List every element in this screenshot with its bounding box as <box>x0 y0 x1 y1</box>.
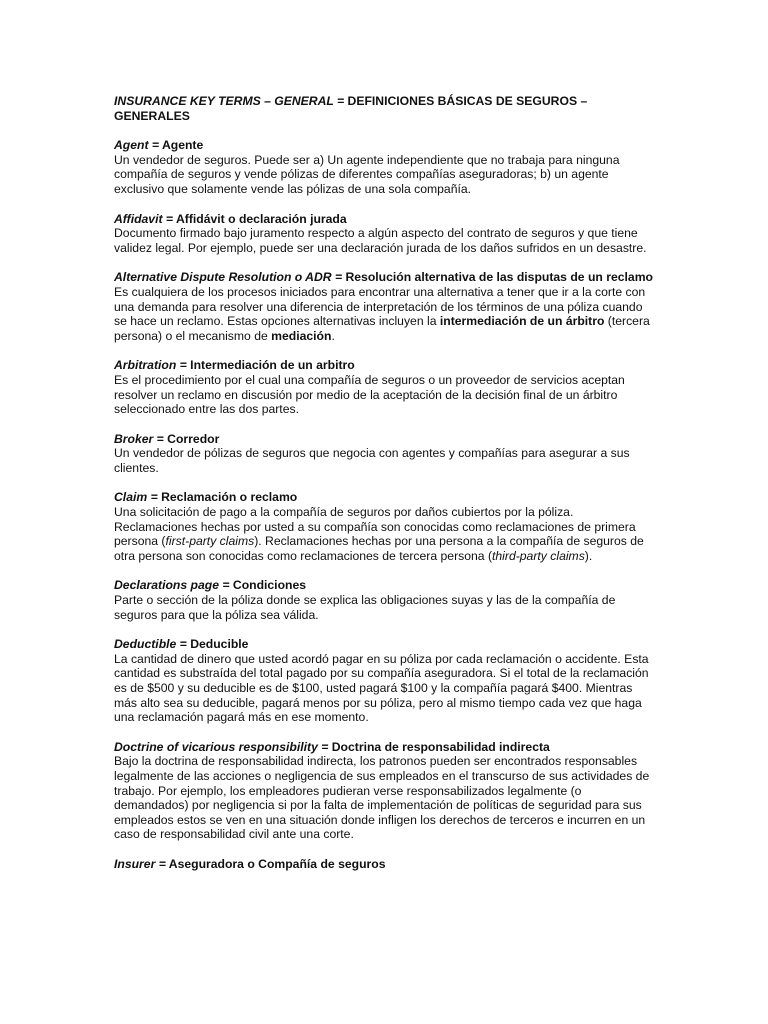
term-spanish: Deducible <box>186 637 249 652</box>
glossary-entry-claim <box>114 490 654 563</box>
title-spanish: DEFINICIONES BÁSICAS DE SEGUROS – GENERALES <box>114 94 588 123</box>
term-heading <box>114 490 654 505</box>
term-english: Alternative Dispute Resolution o ADR = <box>114 270 343 285</box>
glossary-entry-broker <box>114 432 654 476</box>
term-heading <box>114 857 654 872</box>
term-spanish: Intermediación de un arbitro <box>186 358 355 373</box>
term-english: Insurer = <box>114 856 166 871</box>
definition-text: Es cualquiera de los procesos iniciados para encontrar una alternativa a tener que ir a la corte con una demanda para resolver una diferencia de interpretación de los términos de una póliza cuando se hace un reclamo. Estas opciones alternativas incluyen la <box>114 284 646 329</box>
definition-italic-text: third-party claims <box>492 548 585 563</box>
term-heading <box>114 138 654 153</box>
glossary-entry-deductible <box>114 637 654 725</box>
definition-text: ). Reclamaciones hechas por una persona a la compañía de seguros de otra persona son conocidas como reclamaciones de tercera persona ( <box>114 534 644 563</box>
glossary-entry-declarations-page <box>114 578 654 622</box>
term-english: Doctrine of vicarious responsibility = <box>114 739 329 754</box>
term-definition <box>114 285 654 343</box>
term-definition: Parte o sección de la póliza donde se explica las obligaciones suyas y las de la compañía de seguros para que la póliza sea válida. <box>114 593 616 622</box>
document-page <box>114 94 654 887</box>
definition-italic-text: first-party claims <box>165 534 255 549</box>
term-english: Affidavit = <box>114 211 174 226</box>
definition-text: Una solicitación de pago a la compañía de seguros por daños cubiertos por la póliza. Reclamaciones hechas por usted a su compañía son conocidas como reclamaciones de primera persona ( <box>114 505 636 549</box>
term-english: Arbitration = <box>114 358 187 373</box>
term-heading <box>114 270 654 285</box>
term-english: Broker = <box>114 431 164 446</box>
term-english: Agent = <box>114 138 160 153</box>
term-definition: Documento firmado bajo juramento respecto a algún aspecto del contrato de seguros y que tiene validez legal. Por ejemplo, puede ser una declaración jurada de los daños sufridos en un desastre. <box>114 226 647 255</box>
term-spanish: Reclamación o reclamo <box>157 490 298 505</box>
term-spanish: Aseguradora o Compañía de seguros <box>165 856 386 871</box>
term-spanish: Condiciones <box>229 578 307 593</box>
term-heading <box>114 212 654 227</box>
definition-text: ). <box>584 548 593 563</box>
term-heading <box>114 578 654 593</box>
term-spanish: Resolución alternativa de las disputas de un reclamo <box>342 270 653 285</box>
term-spanish: Agente <box>159 138 204 153</box>
term-english: Claim = <box>114 490 158 505</box>
glossary-entry-affidavit <box>114 212 654 256</box>
term-definition: Un vendedor de pólizas de seguros que negocia con agentes y compañías para asegurar a sus clientes. <box>114 446 630 475</box>
term-heading <box>114 432 654 447</box>
title-english: INSURANCE KEY TERMS – GENERAL = <box>114 94 345 108</box>
term-heading <box>114 358 654 373</box>
glossary-entry-adr <box>114 270 654 343</box>
term-english: Deductible = <box>114 637 187 652</box>
glossary-entry-agent <box>114 138 654 196</box>
term-spanish: Affidávit o declaración jurada <box>173 211 347 226</box>
definition-text: (tercera persona) o el mecanismo de <box>114 314 650 343</box>
document-title <box>114 94 654 123</box>
term-definition: Un vendedor de seguros. Puede ser a) Un agente independiente que no trabaja para ninguna compañía de seguros y vende pólizas de diferentes compañías aseguradoras; b) un agente exclusivo que solamente vende las pólizas de una sola compañía. <box>114 152 620 196</box>
term-definition: La cantidad de dinero que usted acordó pagar en su póliza por cada reclamación o accidente. Esta cantidad es substraída del total pagado por su compañía aseguradora. Si el total de la reclamación es de $500 y su deducible es de $100, usted pagará $100 y la compañía pagará $400. Mientras más alto sea su deducible, pagará menos por su póliza, pero al mismo tiempo cada vez que haga una reclamación pagará más en ese momento. <box>114 651 649 725</box>
term-spanish: Corredor <box>163 431 220 446</box>
term-heading <box>114 740 654 755</box>
term-definition: Es el procedimiento por el cual una compañía de seguros o un proveedor de servicios aceptan resolver un reclamo en discusión por medio de la aceptación de la decisión final de un árbitro seleccionado entre las dos partes. <box>114 372 625 417</box>
term-spanish: Doctrina de responsabilidad indirecta <box>328 739 550 754</box>
definition-bold-text: intermediación de un árbitro <box>439 314 605 329</box>
glossary-entry-vicarious-responsibility <box>114 740 654 842</box>
definition-text: . <box>331 328 335 343</box>
term-heading <box>114 637 654 652</box>
term-definition: Bajo la doctrina de responsabilidad indirecta, los patronos pueden ser encontrados responsables legalmente de las acciones o negligencia de sus empleados en el transcurso de sus actividades de trabajo. Por ejemplo, los empleadores pudieran verse responsabilizados legalmente (o demandados) por negligencia si por la falta de implementación de políticas de seguridad para sus empleados estos se ven en una situación donde infligen los derechos de terceros e incurren en un caso de responsabilidad civil ante una corte. <box>114 754 650 842</box>
term-definition <box>114 505 654 563</box>
glossary-entry-arbitration <box>114 358 654 416</box>
definition-bold-text: mediación <box>271 328 332 343</box>
term-english: Declarations page = <box>114 578 230 593</box>
glossary-entry-insurer <box>114 857 654 872</box>
